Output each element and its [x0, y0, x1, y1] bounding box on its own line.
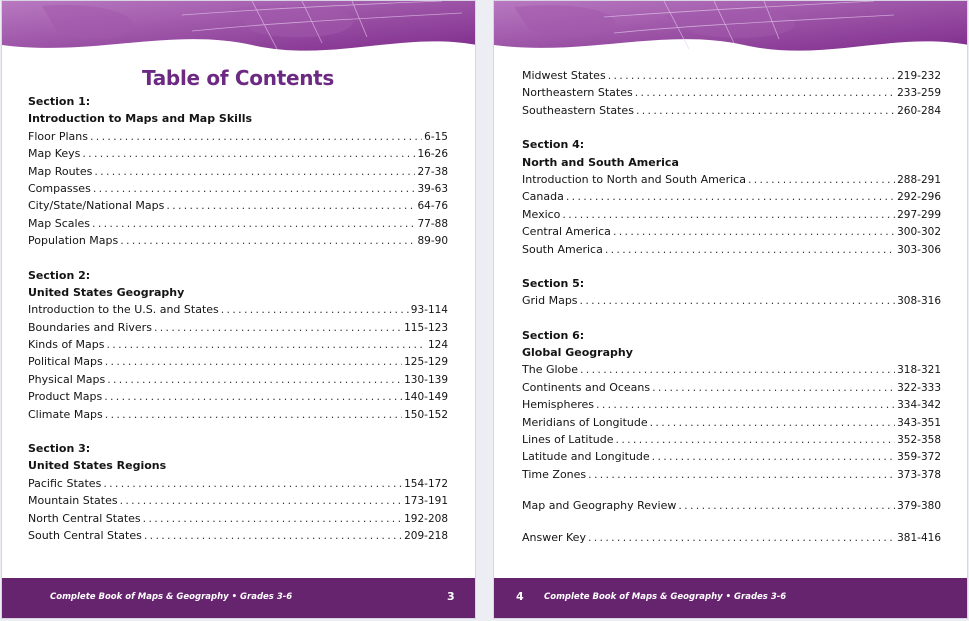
toc-entry-label: Continents and Oceans — [522, 380, 651, 394]
leader-dots — [144, 527, 402, 544]
toc-entry — [28, 336, 448, 353]
toc-entry — [522, 292, 941, 309]
toc-entry-review — [522, 497, 941, 514]
page-footer — [2, 578, 475, 618]
leader-dots — [107, 336, 426, 353]
page-number: 4 — [516, 590, 524, 603]
toc-entry-label: Mexico — [522, 207, 561, 221]
toc-entry-pages: 288-291 — [897, 173, 941, 186]
toc-entry-label: South Central States — [28, 528, 142, 542]
toc-entry-label: City/State/National Maps — [28, 199, 165, 213]
section-5 — [522, 275, 941, 310]
section-3-continued — [522, 67, 941, 119]
toc-entry-pages: 260-284 — [897, 104, 941, 117]
world-map-banner — [2, 1, 475, 59]
toc-entry-pages: 233-259 — [897, 87, 941, 100]
leader-dots — [652, 379, 895, 396]
leader-dots — [613, 223, 895, 240]
toc-entry-label: Time Zones — [522, 467, 587, 481]
leader-dots — [588, 466, 895, 483]
leader-dots — [650, 414, 896, 431]
section-heading: Section 1: — [28, 95, 91, 108]
leader-dots — [678, 497, 895, 514]
toc-entry-label: Kinds of Maps — [28, 338, 105, 352]
leader-dots — [120, 492, 403, 509]
toc-entry — [522, 241, 941, 258]
toc-entry-label: South America — [522, 242, 603, 256]
footer-book-title: Complete Book of Maps & Geography • Grades 3-6 — [50, 592, 293, 602]
toc-entry-label: Answer Key — [522, 530, 586, 544]
toc-entry-label: Lines of Latitude — [522, 433, 614, 447]
toc-entry-pages: 300-302 — [897, 226, 941, 239]
section-heading: Section 4: — [522, 138, 585, 152]
toc-entry-label: Compasses — [28, 181, 91, 195]
leader-dots — [107, 371, 402, 388]
leader-dots — [566, 188, 895, 205]
toc-entry — [522, 67, 941, 84]
leader-dots — [616, 431, 896, 448]
toc-entry — [28, 145, 448, 162]
toc-entry-label: Product Maps — [28, 390, 103, 404]
section-4 — [522, 136, 941, 258]
toc-entry — [522, 188, 941, 205]
toc-entry-label: Southeastern States — [522, 103, 634, 117]
leader-dots — [221, 301, 409, 318]
toc-left-content — [28, 67, 448, 544]
leader-dots — [166, 197, 415, 214]
toc-entry-pages: 64-76 — [417, 200, 448, 213]
toc-entry-pages: 93-114 — [410, 304, 448, 317]
toc-entry-label: Introduction to North and South America — [522, 172, 746, 186]
leader-dots — [588, 529, 895, 546]
toc-entry-label: Canada — [522, 190, 564, 204]
toc-entry-pages: 219-232 — [897, 70, 941, 82]
toc-entry-label: Central America — [522, 225, 611, 239]
leader-dots — [562, 206, 895, 223]
section-3 — [28, 440, 448, 544]
toc-entry — [522, 171, 941, 188]
toc-entry — [28, 353, 448, 370]
toc-entry-pages: 6-15 — [424, 130, 448, 143]
toc-entry — [522, 466, 941, 483]
toc-entry — [522, 431, 941, 448]
toc-entry-label: Mountain States — [28, 494, 118, 508]
toc-entry-label: Pacific States — [28, 476, 102, 490]
toc-entry-label: Grid Maps — [522, 294, 578, 308]
section-1 — [28, 93, 448, 250]
toc-entry — [522, 396, 941, 413]
toc-entry-label: Hemispheres — [522, 398, 595, 412]
toc-entry-pages: 154-172 — [404, 477, 448, 490]
leader-dots — [154, 319, 402, 336]
toc-entry-pages: 124 — [427, 339, 448, 352]
leader-dots — [120, 232, 415, 249]
toc-entry — [28, 510, 448, 527]
toc-entry-pages: 39-63 — [417, 182, 448, 195]
toc-entry-pages: 379-380 — [897, 500, 941, 513]
toc-entry — [28, 163, 448, 180]
leader-dots — [105, 353, 402, 370]
section-heading: Section 2: — [28, 268, 91, 282]
section-6 — [522, 327, 941, 484]
toc-entry-label: Introduction to the U.S. and States — [28, 303, 219, 317]
toc-entry — [28, 215, 448, 232]
toc-entry-answer-key — [522, 529, 941, 546]
toc-entry — [28, 475, 448, 492]
toc-entry-pages: 381-416 — [897, 531, 941, 544]
leader-dots — [90, 128, 422, 145]
toc-entry-label: North Central States — [28, 511, 141, 525]
toc-entry — [28, 180, 448, 197]
leader-dots — [103, 475, 402, 492]
section-heading: Section 5: — [522, 276, 585, 290]
toc-entry — [522, 223, 941, 240]
toc-entry-pages: 77-88 — [417, 217, 448, 230]
leader-dots — [92, 215, 415, 232]
leader-dots — [636, 102, 895, 119]
toc-entry-pages: 359-372 — [897, 451, 941, 464]
toc-entry — [28, 232, 448, 249]
toc-entry — [28, 406, 448, 423]
leader-dots — [596, 396, 895, 413]
section-heading: Section 3: — [28, 442, 91, 456]
leader-dots — [104, 388, 402, 405]
leader-dots — [748, 171, 895, 188]
toc-entry-pages: 343-351 — [897, 416, 941, 429]
toc-entry-pages: 318-321 — [897, 364, 941, 377]
toc-entry-label: Meridians of Longitude — [522, 415, 648, 429]
toc-entry — [522, 448, 941, 465]
left-page — [1, 0, 476, 619]
toc-entry-label: Map Keys — [28, 147, 81, 161]
page-footer — [494, 578, 967, 618]
toc-entry — [28, 128, 448, 145]
page-number: 3 — [447, 590, 455, 603]
toc-entry-pages: 150-152 — [404, 408, 448, 421]
section-subtitle: Global Geography — [522, 346, 633, 360]
toc-entry-label: Floor Plans — [28, 129, 88, 143]
toc-entry-label: Map and Geography Review — [522, 499, 677, 513]
leader-dots — [580, 361, 895, 378]
toc-entry — [522, 206, 941, 223]
toc-entry-pages: 303-306 — [897, 243, 941, 256]
toc-entry-label: Map Scales — [28, 216, 91, 230]
section-subtitle: United States Regions — [28, 459, 167, 473]
toc-entry — [28, 371, 448, 388]
toc-entry-label: Climate Maps — [28, 407, 103, 421]
toc-entry — [522, 379, 941, 396]
leader-dots — [82, 145, 415, 162]
toc-entry-pages: 125-129 — [404, 356, 448, 369]
leader-dots — [143, 510, 402, 527]
toc-entry — [522, 84, 941, 101]
section-subtitle: Introduction to Maps and Map Skills — [28, 112, 253, 126]
leader-dots — [605, 241, 895, 258]
leader-dots — [93, 180, 416, 197]
toc-entry-label: Map Routes — [28, 164, 93, 178]
toc-entry-label: Population Maps — [28, 234, 119, 248]
toc-entry-pages: 192-208 — [404, 512, 448, 525]
toc-entry-pages: 27-38 — [417, 165, 448, 178]
toc-entry — [28, 388, 448, 405]
toc-entry-label: Northeastern States — [522, 86, 633, 100]
toc-entry-label: Midwest States — [522, 69, 606, 82]
section-2 — [28, 267, 448, 424]
leader-dots — [608, 67, 895, 84]
footer-book-title: Complete Book of Maps & Geography • Grades 3-6 — [544, 592, 787, 602]
toc-entry-pages: 130-139 — [404, 373, 448, 386]
toc-entry-pages: 297-299 — [897, 208, 941, 221]
toc-entry-pages: 209-218 — [404, 529, 448, 542]
world-map-banner — [494, 1, 967, 59]
toc-entry-pages: 140-149 — [404, 391, 448, 404]
toc-entry-label: The Globe — [522, 363, 579, 377]
toc-entry-label: Latitude and Longitude — [522, 450, 650, 464]
toc-entry-pages: 334-342 — [897, 399, 941, 412]
leader-dots — [652, 448, 895, 465]
toc-entry — [28, 319, 448, 336]
toc-entry — [28, 197, 448, 214]
toc-entry-pages: 322-333 — [897, 381, 941, 394]
toc-entry-pages: 292-296 — [897, 191, 941, 204]
toc-entry — [522, 414, 941, 431]
toc-entry-pages: 173-191 — [404, 495, 448, 508]
toc-right-content — [522, 67, 941, 546]
toc-entry — [522, 361, 941, 378]
toc-entry-pages: 308-316 — [897, 295, 941, 308]
toc-entry-pages: 89-90 — [417, 235, 448, 248]
toc-entry-pages: 115-123 — [404, 321, 448, 334]
leader-dots — [94, 163, 415, 180]
leader-dots — [580, 292, 896, 309]
toc-entry-label: Physical Maps — [28, 372, 106, 386]
toc-entry-pages: 373-378 — [897, 468, 941, 481]
toc-entry — [28, 492, 448, 509]
toc-entry-label: Boundaries and Rivers — [28, 320, 152, 334]
section-subtitle: United States Geography — [28, 285, 185, 299]
toc-entry-pages: 352-358 — [897, 434, 941, 447]
toc-entry — [522, 102, 941, 119]
right-page — [493, 0, 968, 619]
section-heading: Section 6: — [522, 328, 585, 342]
section-subtitle: North and South America — [522, 155, 679, 169]
toc-entry-label: Political Maps — [28, 355, 103, 369]
toc-entry — [28, 301, 448, 318]
leader-dots — [105, 406, 402, 423]
page-title: Table of Contents — [141, 66, 335, 90]
toc-entry-pages: 16-26 — [417, 148, 448, 161]
leader-dots — [635, 84, 895, 101]
toc-entry — [28, 527, 448, 544]
